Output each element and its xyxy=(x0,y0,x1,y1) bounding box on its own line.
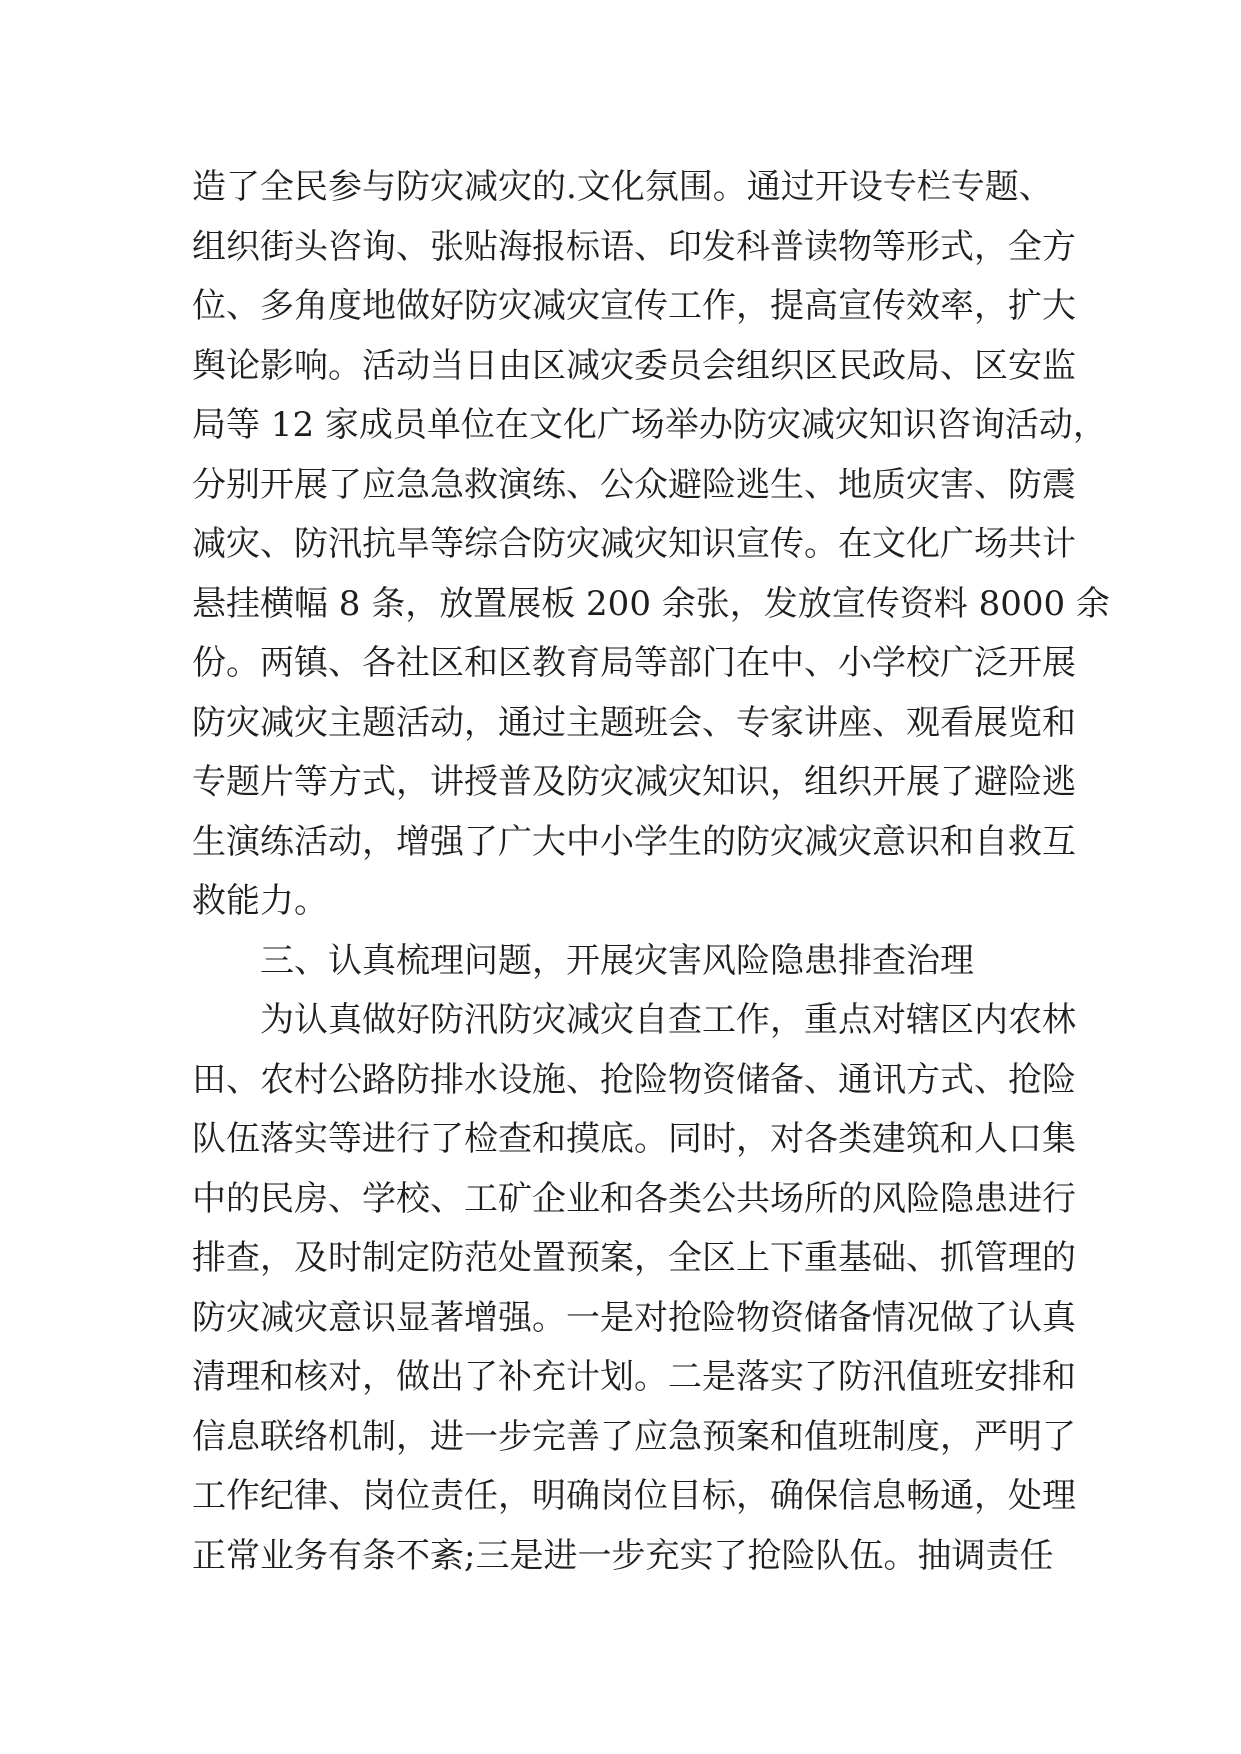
text-line: 防灾减灾意识显著增强。一是对抢险物资储备情况做了认真 xyxy=(192,1297,1076,1338)
paragraph-2 xyxy=(192,991,1076,1586)
text-line: 分别开展了应急急救演练、公众避险逃生、地质灾害、防震 xyxy=(192,464,1076,505)
text-line: 舆论影响。活动当日由区减灾委员会组织区民政局、区安监 xyxy=(192,345,1076,386)
text-line: 悬挂横幅 8 条，放置展板 200 余张，发放宣传资料 8000 余 xyxy=(192,583,1110,624)
text-line: 防灾减灾主题活动，通过主题班会、专家讲座、观看展览和 xyxy=(192,702,1076,743)
text-line: 救能力。 xyxy=(192,881,328,921)
text-line: 组织街头咨询、张贴海报标语、印发科普读物等形式，全方 xyxy=(192,226,1076,267)
text-line: 工作纪律、岗位责任，明确岗位目标，确保信息畅通，处理 xyxy=(192,1476,1076,1516)
text-line: 专题片等方式，讲授普及防灾减灾知识，组织开展了避险逃 xyxy=(192,762,1076,802)
text-line: 清理和核对，做出了补充计划。二是落实了防汛值班安排和 xyxy=(192,1357,1076,1397)
text-line: 生演练活动，增强了广大中小学生的防灾减灾意识和自救互 xyxy=(192,821,1076,862)
text-line: 信息联络机制，进一步完善了应急预案和值班制度，严明了 xyxy=(192,1416,1076,1457)
body-text xyxy=(192,158,1110,1586)
text-line: 排查，及时制定防范处置预案，全区上下重基础、抓管理的 xyxy=(192,1238,1076,1278)
text-line: 正常业务有条不紊;三是进一步充实了抢险队伍。抽调责任 xyxy=(192,1535,1054,1576)
text-line: 队伍落实等进行了检查和摸底。同时，对各类建筑和人口集 xyxy=(192,1119,1076,1159)
text-line: 田、农村公路防排水设施、抢险物资储备、通讯方式、抢险 xyxy=(192,1059,1076,1100)
text-line: 减灾、防汛抗旱等综合防灾减灾知识宣传。在文化广场共计 xyxy=(192,524,1076,564)
text-line: 份。两镇、各社区和区教育局等部门在中、小学校广泛开展 xyxy=(192,643,1076,683)
text-line: 局等 12 家成员单位在文化广场举办防灾减灾知识咨询活动， xyxy=(192,405,1107,445)
text-line: 中的民房、学校、工矿企业和各类公共场所的风险隐患进行 xyxy=(192,1178,1076,1219)
paragraph-1 xyxy=(192,158,1110,932)
section-heading: 三、认真梳理问题，开展灾害风险隐患排查治理 xyxy=(260,940,974,981)
text-line: 位、多角度地做好防灾减灾宣传工作，提高宣传效率，扩大 xyxy=(192,286,1076,326)
text-line: 为认真做好防汛防灾减灾自查工作，重点对辖区内农林 xyxy=(260,1000,1076,1040)
text-line: 造了全民参与防灾减灾的.文化氛围。通过开设专栏专题、 xyxy=(192,167,1053,207)
